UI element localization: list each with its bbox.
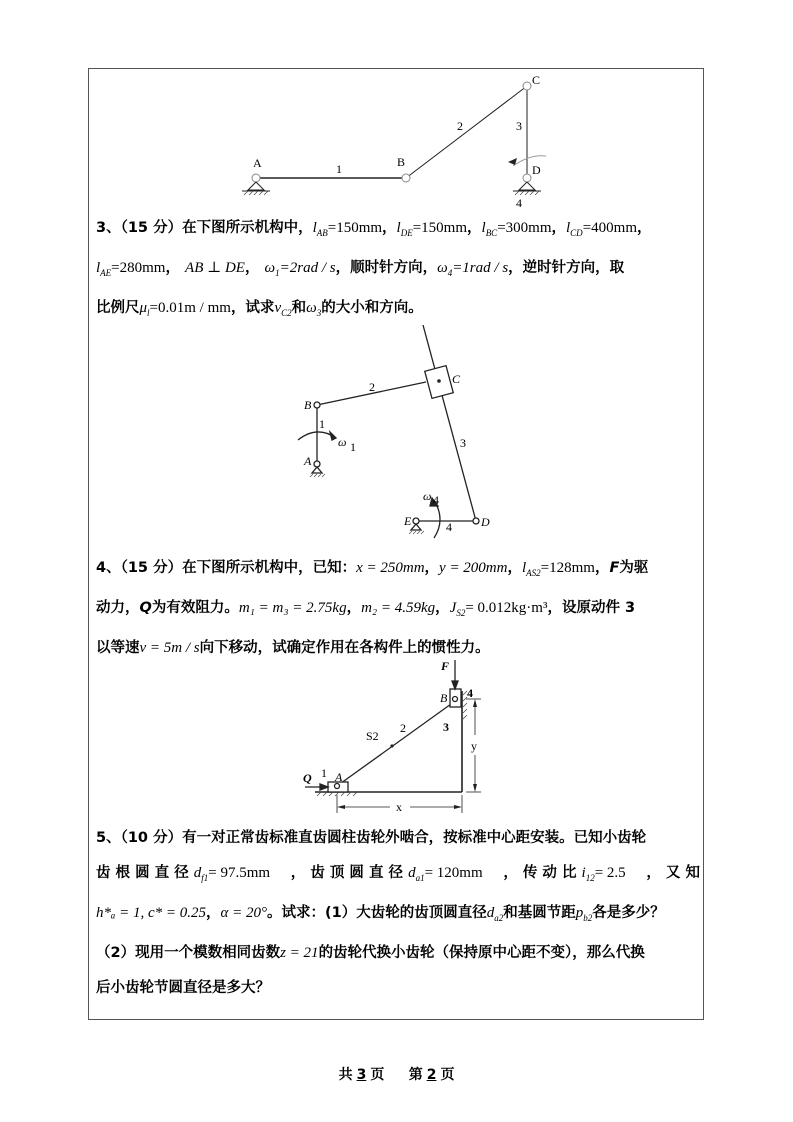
label-3: 3: [443, 720, 449, 734]
tooth-count: z = 21: [280, 944, 319, 961]
sep: ，: [244, 259, 260, 276]
da-sub: a1: [415, 872, 425, 883]
sep: ，: [435, 599, 450, 616]
pb2-sub: b2: [583, 912, 593, 923]
l-ae: l: [96, 259, 101, 276]
q3-intro: 在下图所示机构中，: [182, 220, 313, 236]
label-a: A: [253, 156, 262, 170]
ratio: i: [581, 865, 586, 881]
label-2: 2: [400, 721, 406, 735]
label-omega-1: ω: [338, 435, 347, 449]
q3-tail: 的大小和方向。: [321, 299, 423, 316]
label-link-2: 2: [369, 380, 375, 394]
label-link-2: 2: [457, 119, 463, 133]
sep: ，: [206, 904, 221, 921]
q4-f-text: 为驱: [619, 560, 649, 576]
omega-1-value: =2rad / s: [279, 259, 336, 276]
sep: ，: [382, 220, 397, 236]
inertia-j: J: [449, 599, 457, 616]
label-link-1: 1: [336, 162, 342, 176]
l-as2: l: [521, 560, 527, 576]
l-ab: l: [312, 220, 317, 236]
q4-tail2: 向下移动，试确定作用在各构件上的惯性力。: [199, 639, 490, 656]
q5-ask2b: 的齿轮代换小齿轮（保持原中心距不变），那么代换: [318, 944, 645, 961]
l-ae-sub: AE: [100, 267, 112, 278]
slider-slider-diagram: [295, 655, 495, 815]
and: 和: [291, 299, 307, 316]
joint-a: [314, 461, 320, 467]
q5-line1: 有一对正常齿标准直齿圆柱齿轮外啮合，按标准中心距安装。已知小齿轮: [182, 830, 647, 846]
l-ab-value: =150mm: [327, 220, 383, 236]
omega-1-direction: ，顺时针方向，: [335, 259, 438, 276]
label-ground-4: 4: [516, 196, 522, 210]
joint-c: [523, 82, 531, 90]
label-link-3: 3: [460, 436, 466, 450]
q4-score: （15 分）: [120, 560, 183, 576]
joint-e: [413, 518, 419, 524]
total-pages: 3: [356, 1067, 367, 1083]
inertia-j-sub: S2: [456, 607, 466, 618]
current-page: 2: [426, 1067, 437, 1083]
l-de: l: [396, 220, 401, 236]
q5-ask1c: 各是多少？: [592, 904, 665, 921]
mass-1-3: m₁ = m₃ = 2.75kg: [238, 599, 347, 616]
q5-ask1: 。试求：(1）大齿轮的齿顶圆直径: [267, 904, 487, 921]
l-ab-sub: AB: [316, 227, 328, 238]
q4-number: 4、: [96, 560, 121, 576]
label-omega-1-sub: 1: [350, 440, 356, 454]
df-label: 齿 根 圆 直 径: [96, 865, 189, 881]
force-f: F: [609, 560, 620, 576]
question-3: [96, 211, 700, 331]
question-5: [96, 821, 700, 1006]
l-cd-value: =400mm: [582, 220, 637, 236]
da-label: ， 齿 顶 圆 直 径: [290, 865, 404, 881]
omega-4: ω: [437, 259, 448, 276]
q5-ask2c: 后小齿轮节圆直径是多大？: [96, 979, 270, 996]
link-2: [337, 699, 458, 786]
link-2: [406, 86, 527, 178]
joint-b: [402, 174, 410, 182]
sep: ，: [346, 599, 362, 616]
velocity: v = 5m / s: [139, 639, 200, 656]
question-4: [96, 551, 700, 666]
joint-a: [252, 174, 260, 182]
l-ae-value: =280mm: [111, 259, 166, 276]
q5-number: 5、: [96, 830, 121, 846]
label-d: D: [532, 163, 541, 177]
l-as2-value: =128mm: [540, 560, 595, 576]
sep: ，: [424, 560, 440, 576]
total-prefix: 共: [338, 1067, 353, 1083]
l-bc-sub: BC: [485, 227, 498, 238]
l-de-value: =150mm: [412, 220, 468, 236]
ratio-label: ， 传 动 比: [503, 865, 577, 881]
joint-d: [523, 174, 531, 182]
label-4: 4: [467, 686, 473, 700]
da2: d: [486, 904, 495, 921]
ground-d: [519, 182, 535, 190]
label-b: B: [397, 155, 406, 169]
label-b: B: [304, 398, 312, 412]
label-q: Q: [303, 771, 312, 785]
q5-ask1b: 和基圆节距: [503, 904, 576, 921]
sep: ，: [165, 259, 180, 276]
q4-intro: 在下图所示机构中，已知：: [182, 560, 357, 576]
label-link-3: 3: [516, 119, 522, 133]
ratio-sub: 12: [585, 872, 595, 883]
da2-sub: a2: [494, 912, 504, 923]
l-cd-sub: CD: [570, 227, 583, 238]
v-c2: v: [274, 299, 282, 316]
four-bar-diagram: [230, 70, 570, 210]
label-f: F: [441, 659, 450, 673]
label-omega-4: ω: [423, 489, 432, 503]
q4-q-text: 为有效阻力。: [151, 599, 239, 616]
df-value: = 97.5mm: [208, 865, 271, 881]
l-cd: l: [566, 220, 571, 236]
df-sub: f1: [201, 872, 209, 883]
label-x: x: [396, 800, 402, 814]
label-s2: S2: [366, 729, 379, 743]
label-e: E: [404, 514, 412, 528]
q3-number: 3、: [96, 220, 121, 236]
df: d: [193, 865, 202, 881]
centroid-s2: [390, 744, 393, 747]
pressure-angle: α = 20°: [220, 904, 268, 921]
sep: ，: [594, 560, 610, 576]
q5-score: （10 分）: [120, 830, 183, 846]
v-c2-sub: C2: [281, 307, 292, 318]
label-b: B: [440, 691, 448, 705]
da-value: = 120mm: [424, 865, 483, 881]
omega-4-value: =1rad / s: [452, 259, 509, 276]
label-link-4: 4: [446, 520, 452, 534]
label-y: y: [471, 739, 477, 753]
pb2: p: [575, 904, 584, 921]
page-footer: [0, 1064, 793, 1084]
label-c: C: [452, 372, 461, 386]
mu-value: =0.01m / mm: [149, 299, 231, 316]
label-link-1: 1: [319, 417, 325, 431]
q3-score: （15 分）: [120, 220, 183, 236]
omega-4-sub: 4: [447, 267, 453, 278]
label-c: C: [532, 73, 541, 87]
sep: ，: [636, 220, 652, 236]
sep: ，: [467, 220, 482, 236]
omega-1: ω: [264, 259, 276, 276]
ratio-value: = 2.5: [594, 865, 626, 881]
sep: ，: [551, 220, 566, 236]
inertia-value: = 0.012kg·m³: [465, 599, 548, 616]
omega-4-direction: ，逆时针方向，取: [508, 259, 625, 276]
ground-a: [248, 182, 264, 190]
force-q: Q: [139, 599, 152, 616]
l-bc: l: [481, 220, 486, 236]
joint-b: [314, 402, 320, 408]
label-1: 1: [321, 766, 327, 780]
q5-ask2a: （2）现用一个模数相同齿数: [96, 944, 281, 961]
y-value: y = 200mm: [439, 560, 508, 576]
label-a: A: [304, 454, 312, 468]
omega-3: ω: [306, 299, 317, 316]
mass-2: m₂ = 4.59kg: [361, 599, 436, 616]
mu: μ: [139, 299, 148, 316]
known-label: ， 又 知: [646, 865, 700, 881]
current-unit: 页: [440, 1067, 455, 1083]
q3-ask: ，试求: [230, 299, 275, 316]
da: d: [408, 865, 416, 881]
x-value: x = 250mm: [356, 560, 425, 576]
label-d: D: [481, 515, 490, 529]
label-omega-4-sub: 4: [433, 493, 439, 507]
q4-line2-start: 动力，: [96, 599, 140, 616]
perp-condition: AB ⊥ DE: [185, 259, 245, 276]
l-bc-value: =300mm: [497, 220, 552, 236]
l-as2-sub: AS2: [526, 567, 541, 578]
q4-tail1: ，设原动件 3: [547, 599, 636, 616]
label-a: A: [335, 770, 343, 784]
omega-1-sub: 1: [275, 267, 280, 278]
gear-params: h*ₐ = 1, c* = 0.25: [96, 904, 207, 921]
mu-sub: l: [147, 307, 150, 318]
omega-3-sub: 3: [316, 307, 322, 318]
page-unit: 页: [370, 1067, 385, 1083]
joint-d: [473, 518, 479, 524]
rotation-arrow: [513, 156, 546, 166]
sep: ，: [507, 560, 522, 576]
l-de-sub: DE: [400, 227, 413, 238]
q4-line3-start: 以等速: [96, 639, 140, 656]
slider-crank-diagram: [280, 320, 520, 540]
scale-label: 比例尺: [96, 299, 140, 316]
current-prefix: 第: [408, 1067, 423, 1083]
